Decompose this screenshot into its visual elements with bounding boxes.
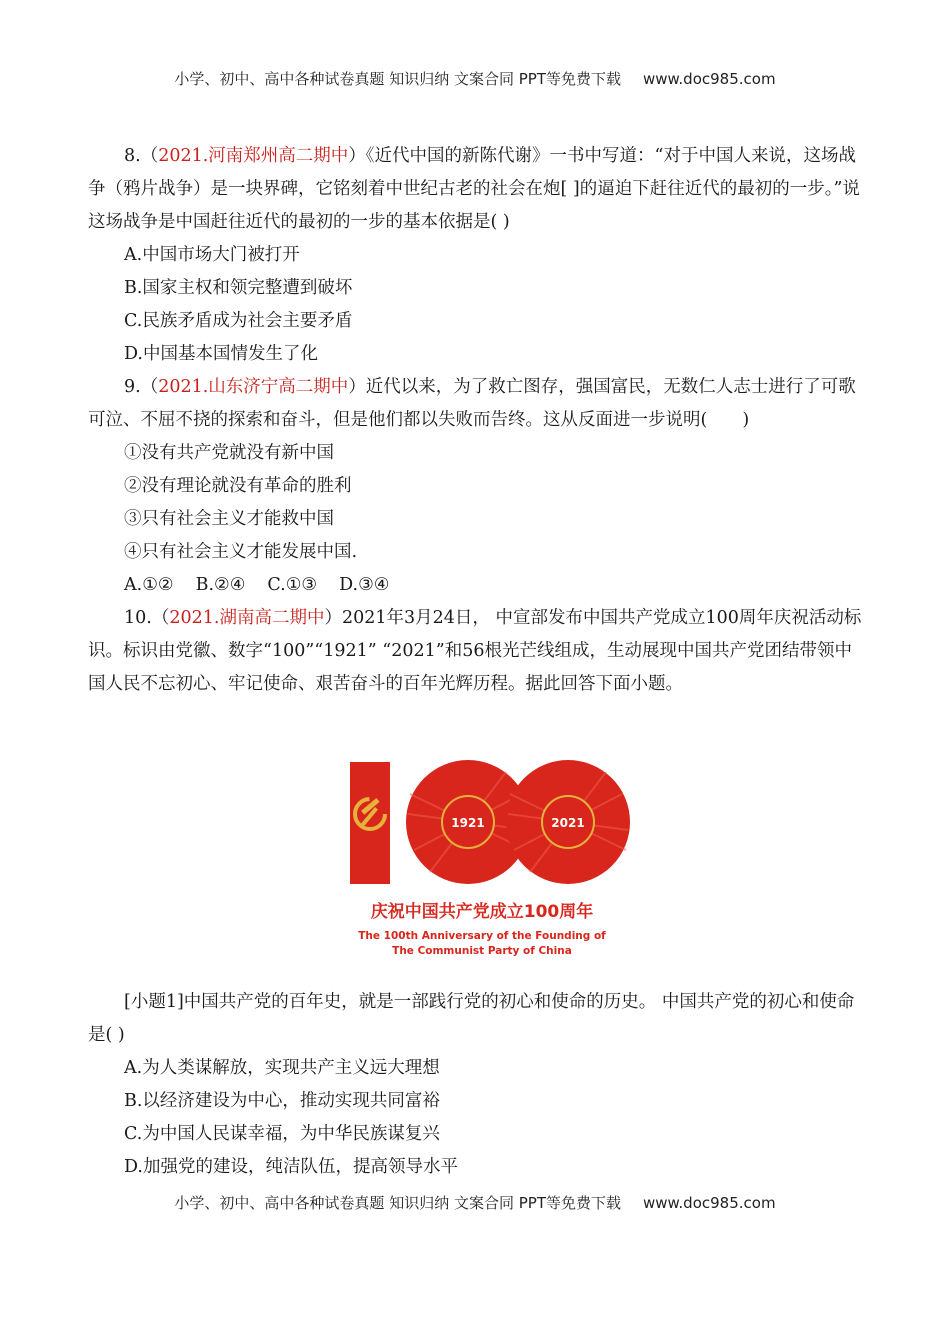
logo-title-en-1: The 100th Anniversary of the Founding of xyxy=(358,930,606,942)
header-site: www.doc985.com xyxy=(642,70,776,88)
sub1-option-b: B.以经济建设为中心，推动实现共同富裕 xyxy=(124,1091,440,1111)
year-1921-label: 1921 xyxy=(451,816,485,830)
logo-title-cn: 庆祝中国共产党成立100周年 xyxy=(370,902,594,922)
q10-source: 2021.湖南高二期中 xyxy=(169,608,325,628)
sub-question-content xyxy=(88,986,866,1184)
q9-choice-d: D.③④ xyxy=(339,575,390,595)
sub1-option-a: A.为人类谋解放，实现共产主义远大理想 xyxy=(124,1058,440,1078)
q8-stem xyxy=(88,140,866,239)
q9-item-4: ④只有社会主义才能发展中国. xyxy=(124,542,358,562)
page-header xyxy=(0,68,950,89)
question-content xyxy=(88,140,866,701)
sub1-option-c: C.为中国人民谋幸福，为中华民族谋复兴 xyxy=(124,1124,440,1144)
q8-option-a: A.中国市场大门被打开 xyxy=(124,245,300,265)
q9-text: ）近代以来，为了救亡图存，强国富民，无数仁人志士进行了可歌可泣、不屈不挠的探索和奋斗，但是他们都以失败而告终。这从反面进一步说明( ) xyxy=(88,377,856,430)
q10-number: 10.（ xyxy=(124,608,170,628)
centenary-logo xyxy=(330,754,635,966)
page-footer xyxy=(0,1192,950,1213)
q8-option-d: D.中国基本国情发生了化 xyxy=(124,344,318,364)
sub1-stem: [小题1]中国共产党的百年史，就是一部践行党的初心和使命的历史。 中国共产党的初心和使命是( ) xyxy=(88,992,855,1045)
sub1-option-d: D.加强党的建设，纯洁队伍，提高领导水平 xyxy=(124,1157,458,1177)
header-text: 小学、初中、高中各种试卷真题 知识归纳 文案合同 PPT等免费下载 xyxy=(174,70,621,88)
q9-number: 9.（ xyxy=(124,377,159,397)
q9-source: 2021.山东济宁高二期中 xyxy=(158,377,349,397)
q9-stem xyxy=(88,371,866,437)
q8-option-c: C.民族矛盾成为社会主要矛盾 xyxy=(124,311,353,331)
q9-choice-b: B.②④ xyxy=(195,575,246,595)
q8-option-b: B.国家主权和领完整遭到破坏 xyxy=(124,278,353,298)
q9-item-2: ②没有理论就没有革命的胜利 xyxy=(124,476,352,496)
q10-stem xyxy=(88,602,866,701)
q9-item-1: ①没有共产党就没有新中国 xyxy=(124,443,334,463)
q8-number: 8.（ xyxy=(124,146,159,166)
logo-title-en-2: The Communist Party of China xyxy=(392,945,572,957)
q9-item-3: ③只有社会主义才能救中国 xyxy=(124,509,334,529)
q8-text: ）《近代中国的新陈代谢》一书中写道：“对于中国人来说，这场战争（鸦片战争）是一块界碑，它铭刻着中世纪古老的社会在炮[ ]的逼迫下赶往近代的最初的一步。”说这场战争是中国赶往近代的最初的一步的基本依据是( ) xyxy=(88,146,860,232)
footer-text: 小学、初中、高中各种试卷真题 知识归纳 文案合同 PPT等免费下载 xyxy=(174,1194,621,1212)
q10-text: ）2021年3月24日， 中宣部发布中国共产党成立100周年庆祝活动标识。标识由党徽、数字“100”“1921” “2021”和56根光芒线组成，生动展现中国共产党团结带领中国人民不忘初心、牢记使命、艰苦奋斗的百年光辉历程。据此回答下面小题。 xyxy=(88,608,862,694)
q9-choices xyxy=(88,569,866,602)
q9-choice-a: A.①② xyxy=(124,575,174,595)
q8-source: 2021.河南郑州高二期中 xyxy=(158,146,349,166)
q9-choice-c: C.①③ xyxy=(267,575,318,595)
year-2021-label: 2021 xyxy=(551,816,585,830)
footer-site: www.doc985.com xyxy=(642,1194,776,1212)
